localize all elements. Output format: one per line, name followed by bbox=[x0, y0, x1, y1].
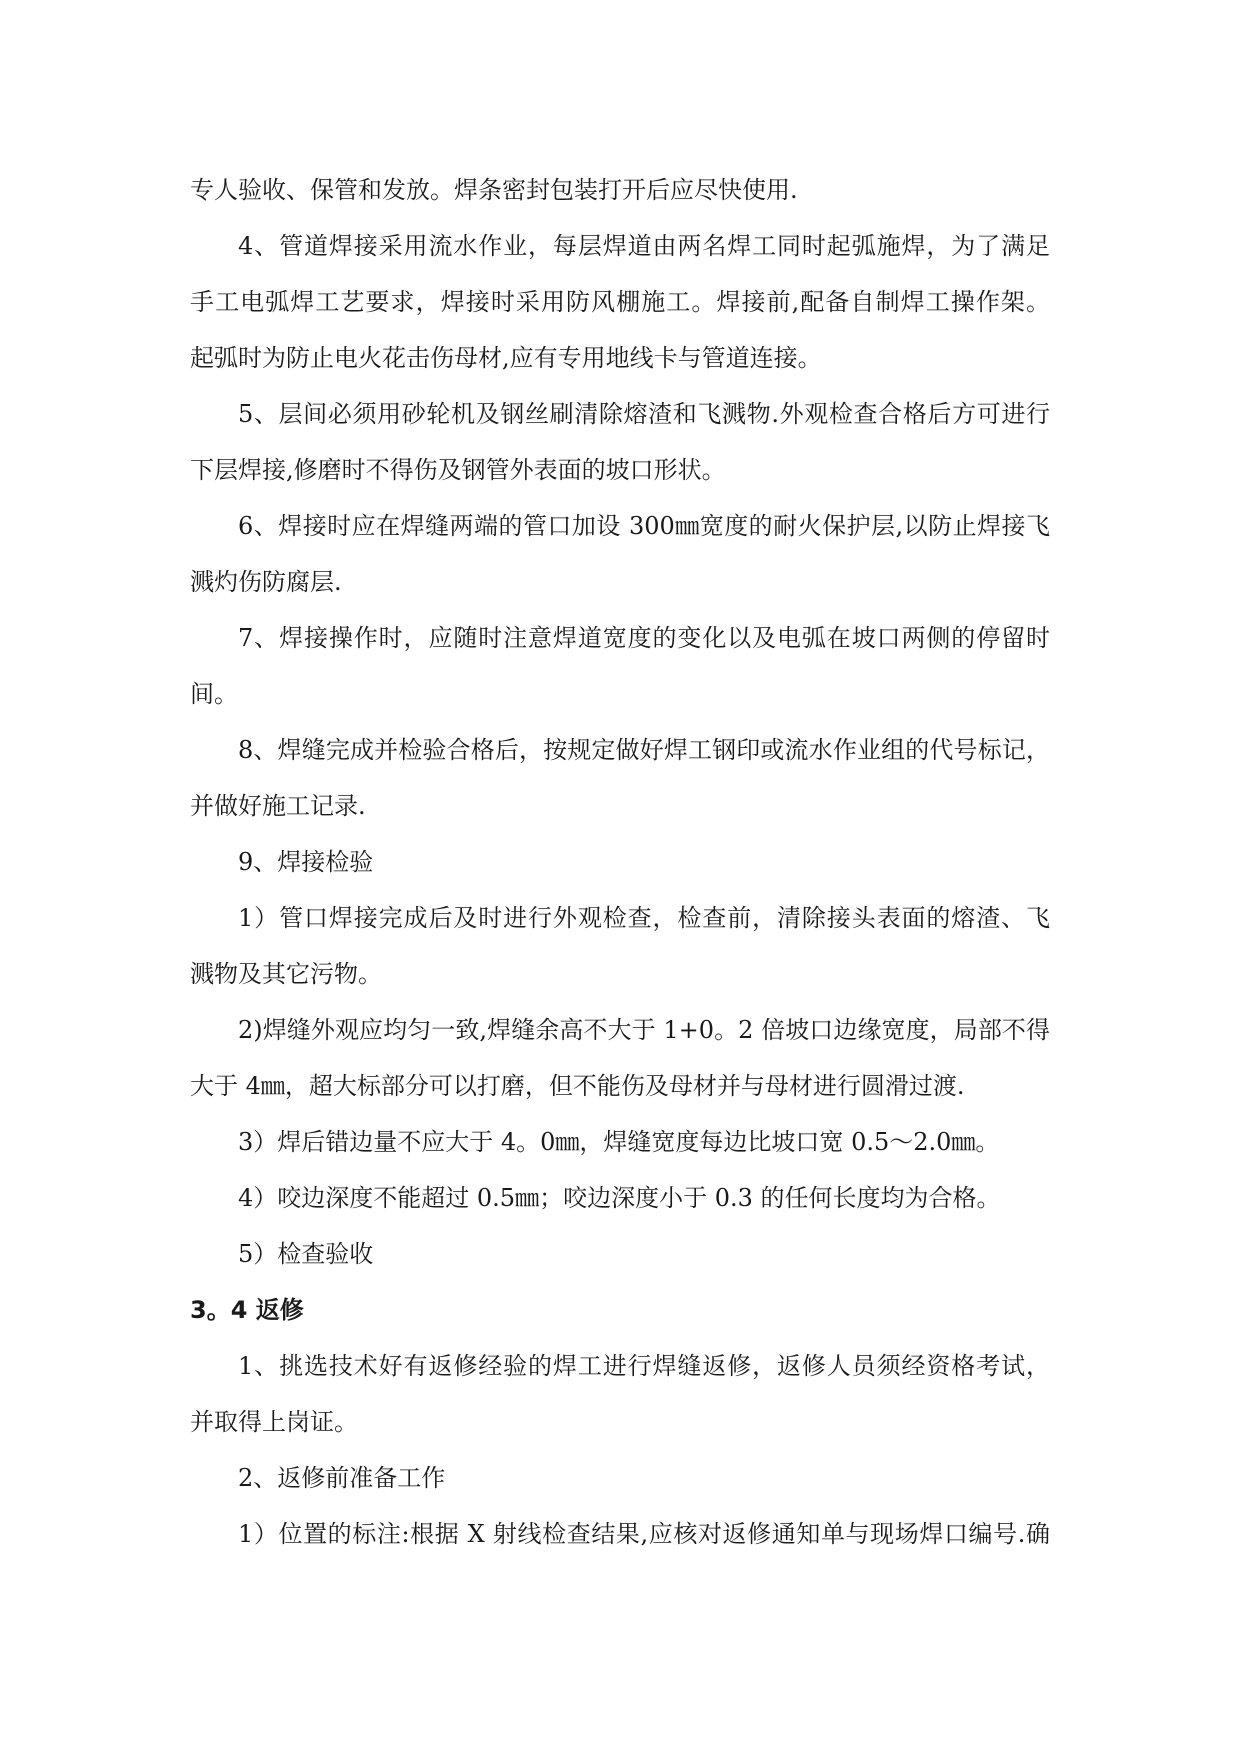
paragraph-line: 1）管口焊接完成后及时进行外观检查，检查前，清除接头表面的熔渣、飞 bbox=[238, 904, 1050, 932]
paragraph-line: 8、焊缝完成并检验合格后，按规定做好焊工钢印或流水作业组的代号标记， bbox=[238, 736, 1050, 764]
paragraph-line: 并取得上岗证。 bbox=[190, 1408, 358, 1436]
paragraph-line: 起弧时为防止电火花击伤母材,应有专用地线卡与管道连接。 bbox=[190, 344, 822, 372]
document-body bbox=[190, 162, 1050, 1562]
paragraph-line: 1）位置的标注:根据 X 射线检查结果,应核对返修通知单与现场焊口编号.确 bbox=[238, 1520, 1050, 1548]
paragraph-line: 专人验收、保管和发放。焊条密封包装打开后应尽快使用. bbox=[190, 176, 798, 204]
paragraph-line: 大于 4㎜，超大标部分可以打磨，但不能伤及母材并与母材进行圆滑过渡. bbox=[190, 1072, 965, 1100]
paragraph-line: 2、返修前准备工作 bbox=[238, 1464, 446, 1492]
paragraph-line: 手工电弧焊工艺要求，焊接时采用防风棚施工。焊接前,配备自制焊工操作架。 bbox=[190, 288, 1050, 316]
paragraph-line: 9、焊接检验 bbox=[238, 848, 374, 876]
paragraph-line: 5、层间必须用砂轮机及钢丝刷清除熔渣和飞溅物.外观检查合格后方可进行 bbox=[238, 400, 1050, 428]
paragraph-line: 4）咬边深度不能超过 0.5㎜；咬边深度小于 0.3 的任何长度均为合格。 bbox=[238, 1184, 1001, 1212]
paragraph-line: 3）焊后错边量不应大于 4。0㎜，焊缝宽度每边比坡口宽 0.5～2.0㎜。 bbox=[238, 1128, 1000, 1156]
paragraph-line: 4、管道焊接采用流水作业，每层焊道由两名焊工同时起弧施焊，为了满足 bbox=[238, 232, 1050, 260]
paragraph-line: 溅物及其它污物。 bbox=[190, 960, 382, 988]
paragraph-line: 溅灼伤防腐层. bbox=[190, 568, 342, 596]
paragraph-line: 1、挑选技术好有返修经验的焊工进行焊缝返修，返修人员须经资格考试， bbox=[238, 1352, 1050, 1380]
paragraph-line: 并做好施工记录. bbox=[190, 792, 366, 820]
section-heading: 3。4 返修 bbox=[190, 1296, 304, 1324]
paragraph-line: 间。 bbox=[190, 680, 238, 708]
paragraph-line: 5）检查验收 bbox=[238, 1240, 374, 1268]
paragraph-line: 7、焊接操作时，应随时注意焊道宽度的变化以及电弧在坡口两侧的停留时 bbox=[238, 624, 1050, 652]
paragraph-line: 2)焊缝外观应均匀一致,焊缝余高不大于 1+0。2 倍坡口边缘宽度，局部不得 bbox=[238, 1016, 1050, 1044]
paragraph-line: 下层焊接,修磨时不得伤及钢管外表面的坡口形状。 bbox=[190, 456, 726, 484]
paragraph-line: 6、焊接时应在焊缝两端的管口加设 300㎜宽度的耐火保护层,以防止焊接飞 bbox=[238, 512, 1050, 540]
